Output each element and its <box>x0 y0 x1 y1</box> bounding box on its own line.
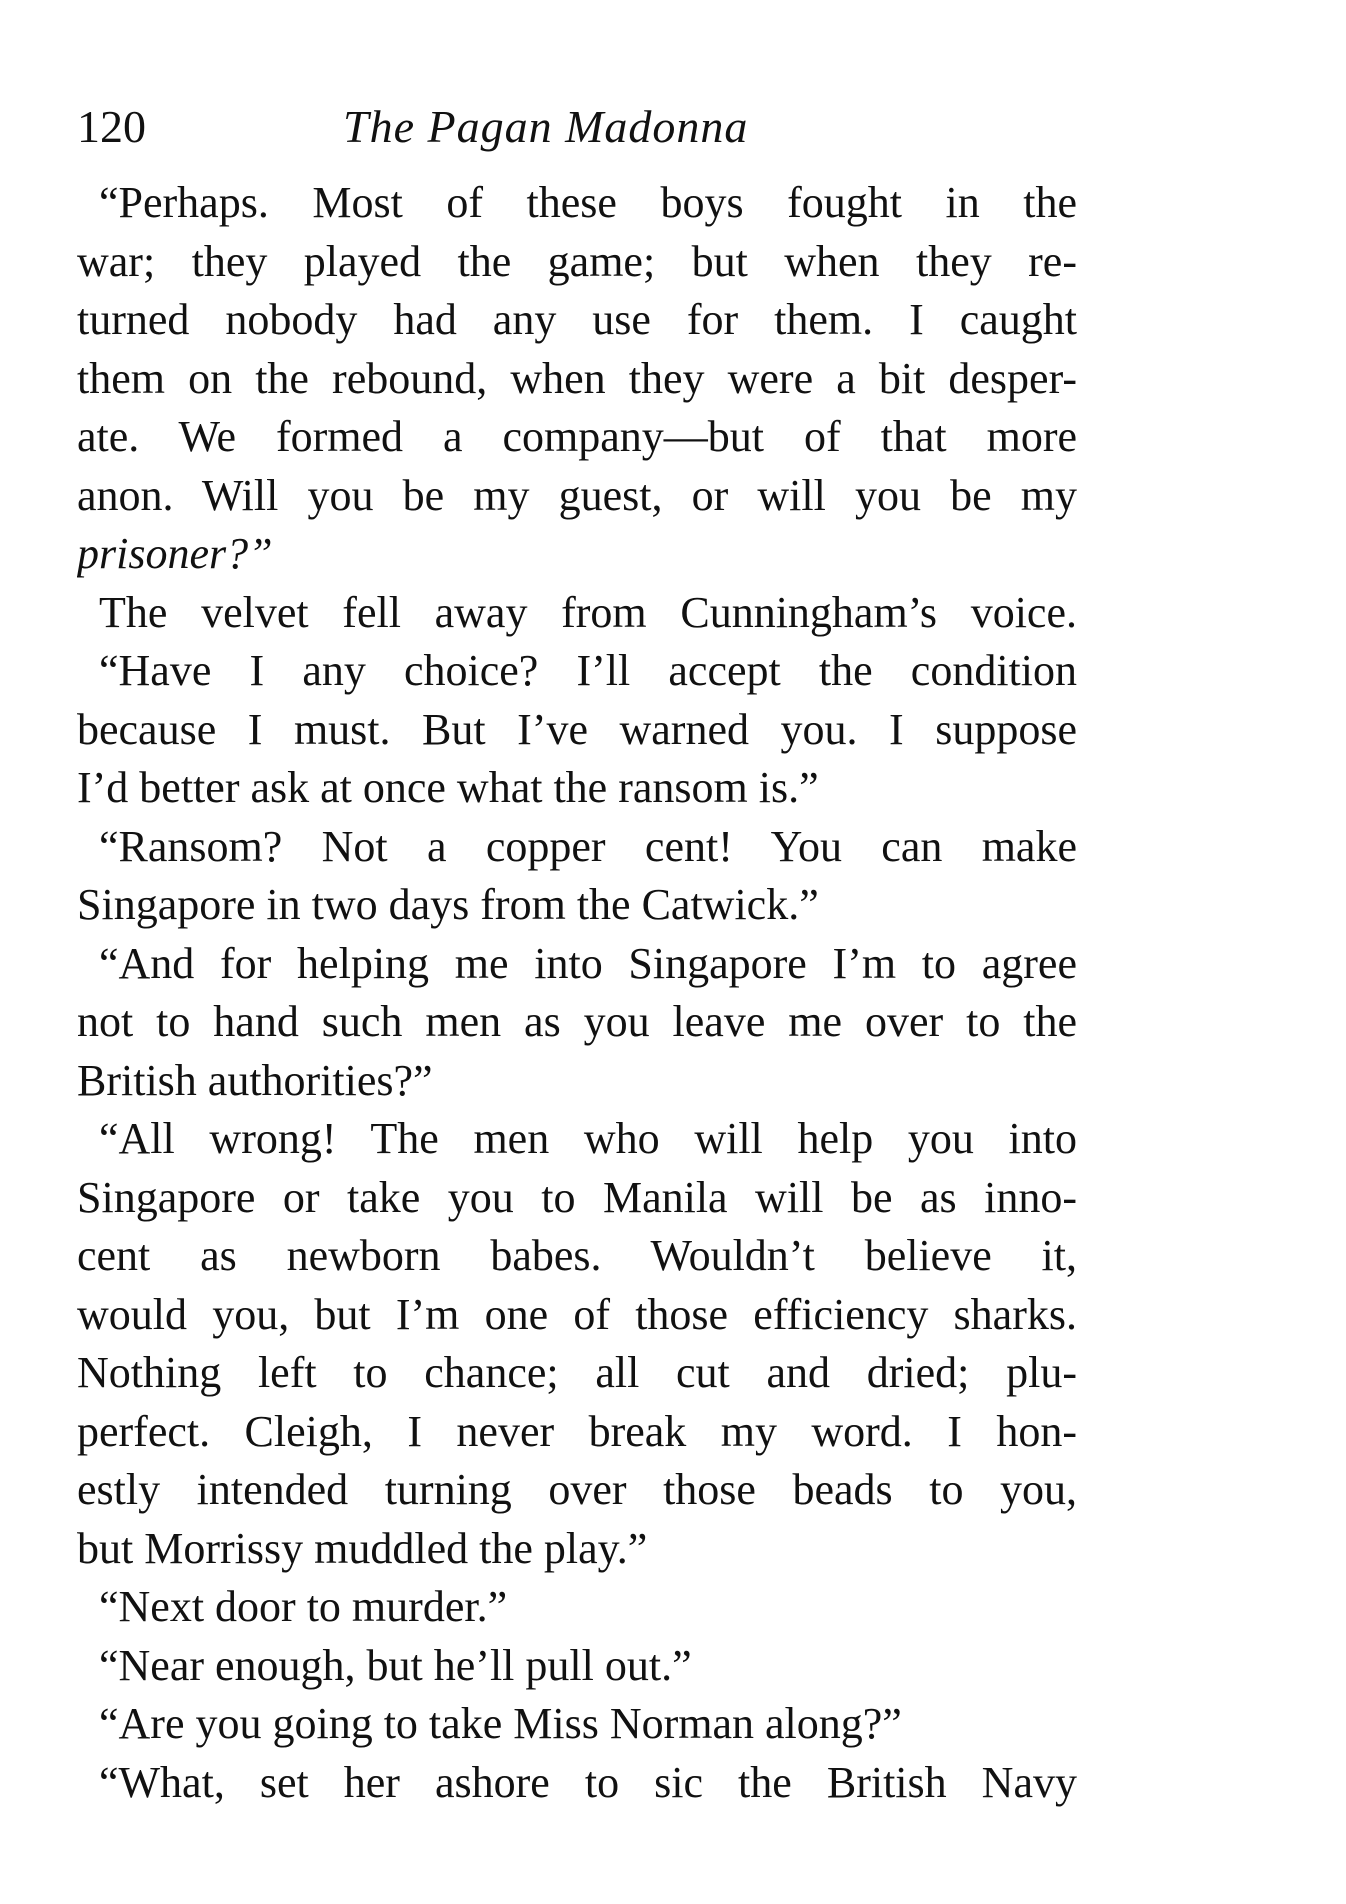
text-line: estly intended turning over those beads to you, <box>77 1465 1077 1514</box>
text-line: them on the rebound, when they were a bit desper- <box>77 353 1077 403</box>
text-line: because I must. But I’ve warned you. I suppose <box>77 704 1077 754</box>
text-line: “What, set her ashore to sic the British Navy <box>99 1757 1077 1807</box>
text-line: Singapore or take you to Manila will be as inno- <box>77 1172 1077 1222</box>
running-head <box>77 92 1077 162</box>
text-line: Singapore in two days from the Catwick.” <box>77 880 819 929</box>
text-line: “Perhaps. Most of these boys fought in the <box>99 178 1077 227</box>
text-line: cent as newborn babes. Wouldn’t believe it, <box>77 1231 1077 1280</box>
text-line: “All wrong! The men who will help you into <box>99 1114 1077 1163</box>
text-line: The velvet fell away from Cunningham’s voice. <box>99 587 1077 637</box>
body-text <box>77 174 1077 1812</box>
text-line: not to hand such men as you leave me over to the <box>77 997 1077 1046</box>
text-line: war; they played the game; but when they re- <box>77 236 1077 286</box>
text-line: “Near enough, but he’ll pull out.” <box>99 1640 692 1690</box>
text-line: I’d better ask at once what the ransom is.” <box>77 763 819 812</box>
text-line: anon. Will you be my guest, or will you be my <box>77 470 1077 520</box>
text-line: “Have I any choice? I’ll accept the condition <box>99 646 1077 695</box>
page-number: 120 <box>77 101 146 152</box>
text-line: perfect. Cleigh, I never break my word. I hon- <box>77 1406 1077 1456</box>
text-line: ate. We formed a company—but of that more <box>77 412 1077 461</box>
text-line: turned nobody had any use for them. I caught <box>77 295 1077 344</box>
text-line: prisoner?” <box>77 529 273 578</box>
text-line: “Are you going to take Miss Norman along?” <box>99 1699 902 1748</box>
text-line: “Next door to murder.” <box>99 1582 508 1631</box>
text-line: “Ransom? Not a copper cent! You can make <box>99 821 1077 871</box>
text-line: British authorities?” <box>77 1055 433 1105</box>
book-title: The Pagan Madonna <box>343 101 749 152</box>
text-line: but Morrissy muddled the play.” <box>77 1523 648 1573</box>
text-line: would you, but I’m one of those efficiency sharks. <box>77 1289 1077 1339</box>
text-line: “And for helping me into Singapore I’m to agree <box>99 938 1077 988</box>
text-line: Nothing left to chance; all cut and dried; plu- <box>77 1348 1077 1397</box>
